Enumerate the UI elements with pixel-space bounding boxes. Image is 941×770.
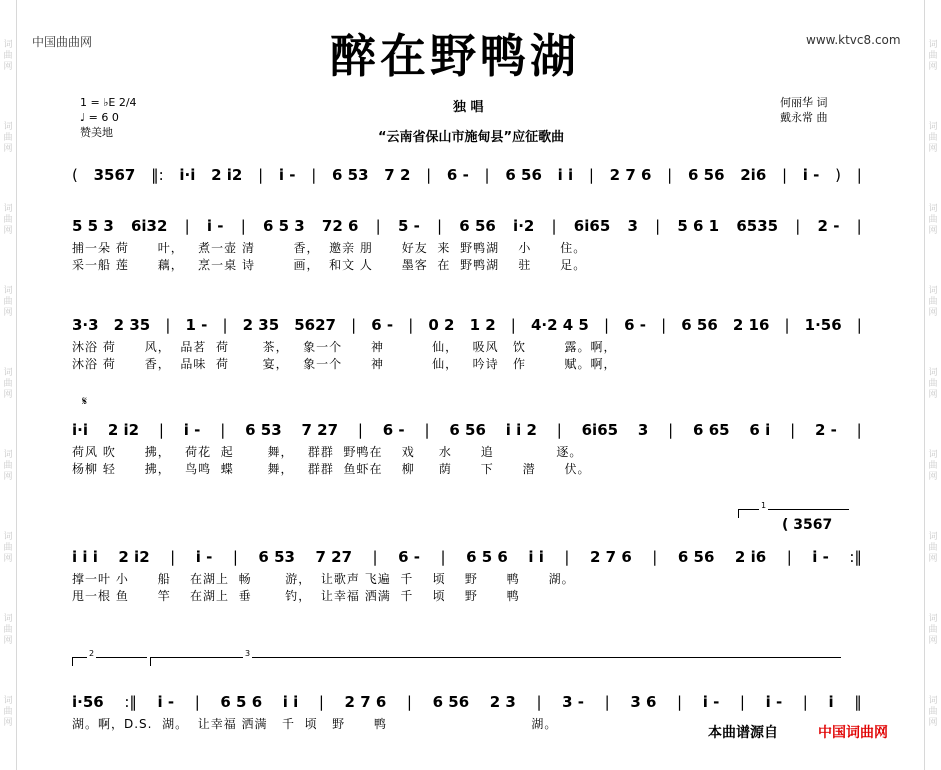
note-group: 6 56 (432, 693, 470, 711)
barline: | (677, 693, 683, 711)
note-group: i·2 (513, 217, 535, 235)
tempo-marking: ♩ = 6 0 (80, 111, 119, 124)
note-group: 6 - (398, 548, 421, 566)
note-group: 6 53 (258, 548, 295, 566)
note-group: 2 i6 (734, 548, 767, 566)
watermark-glyph: 词 (3, 696, 13, 706)
barline: | (424, 421, 430, 439)
lyrics-verse-1: 撑一叶 小 船 在湖上 畅 游， 让歌声 飞遍 千 顷 野 鸭 湖。 (72, 572, 575, 586)
score-row-4 (72, 415, 862, 485)
note-group: i·56 (72, 693, 104, 711)
barline: | (222, 316, 228, 334)
barline: | (667, 166, 673, 184)
note-group: 6i32 (130, 217, 168, 235)
note-group: 3 6 (630, 693, 657, 711)
watermark-glyph: 词 (3, 450, 13, 460)
note-group: 2i6 (740, 166, 767, 184)
composer-credit: 戴永常 曲 (780, 111, 828, 124)
note-group: i i (282, 693, 299, 711)
barline: | (603, 316, 609, 334)
barline: | (856, 421, 862, 439)
note-group: i·i (179, 166, 196, 184)
barline: ( (72, 166, 78, 184)
barline: | (311, 166, 317, 184)
barline: | (351, 316, 357, 334)
note-group: 6i65 (581, 421, 619, 439)
note-group: 1·56 (804, 316, 842, 334)
barline: | (426, 166, 432, 184)
watermark-glyph: 词 (3, 368, 13, 378)
intro-repeat-notes: ( 3567 (782, 517, 833, 533)
note-group: 2 - (817, 217, 840, 235)
barline: | (655, 217, 661, 235)
source-brand-link[interactable]: 中国词曲网 (818, 725, 888, 741)
note-group: i - (765, 693, 783, 711)
watermark-glyph: 词 (3, 40, 13, 50)
barline: | (652, 548, 658, 566)
watermark-glyph: 曲 (3, 133, 13, 143)
barline: ‖ (854, 693, 862, 711)
barline: | (510, 316, 516, 334)
watermark-glyph: 词 (928, 204, 938, 214)
site-name-left: 中国曲曲网 (32, 35, 93, 49)
note-group: 6 56 (505, 166, 542, 184)
note-group: 3·3 (72, 316, 99, 334)
note-group: i - (157, 693, 175, 711)
lyricist-credit: 何丽华 词 (780, 96, 828, 109)
watermark-glyph: 曲 (928, 625, 938, 635)
barline: | (588, 166, 594, 184)
note-group: i - (702, 693, 720, 711)
barline: | (372, 548, 378, 566)
note-group: 2 35 (242, 316, 280, 334)
volta-1-label: 1 (761, 501, 767, 510)
note-group: 6 - (446, 166, 469, 184)
watermark-glyph: 网 (3, 554, 13, 564)
barline: | (668, 421, 674, 439)
note-group: 5627 (294, 316, 336, 334)
barline: | (856, 316, 862, 334)
note-group: i i (557, 166, 574, 184)
note-group: 2 16 (732, 316, 770, 334)
score-row-2 (72, 211, 862, 281)
note-group: i - (206, 217, 224, 235)
barline: | (556, 421, 562, 439)
note-group: 1 - (185, 316, 208, 334)
barline: | (165, 316, 171, 334)
barline: | (856, 217, 862, 235)
notation-line (72, 415, 862, 439)
note-group: 3 (627, 217, 638, 235)
barline: | (856, 166, 862, 184)
watermark-glyph: 网 (928, 62, 938, 72)
watermark-glyph: 网 (3, 144, 13, 154)
note-group: i·i (72, 421, 88, 439)
score-row-1 (72, 160, 862, 190)
note-group: 6 65 (693, 421, 730, 439)
barline: | (784, 316, 790, 334)
lyrics-verse-2: 采一船 莲 藕， 烹一桌 诗 画， 和文 人 墨客 在 野鸭湖 驻 足。 (72, 258, 587, 272)
barline: | (170, 548, 176, 566)
barline: | (258, 166, 264, 184)
watermark-glyph: 网 (3, 636, 13, 646)
note-group: 5 6 1 (677, 217, 720, 235)
watermark-glyph: 网 (3, 472, 13, 482)
note-group: 6 53 (245, 421, 282, 439)
note-group: 2 - (814, 421, 837, 439)
watermark-glyph: 网 (928, 718, 938, 728)
watermark-glyph: 网 (928, 554, 938, 564)
watermark-glyph: 曲 (928, 297, 938, 307)
watermark-glyph: 曲 (3, 379, 13, 389)
site-url-right: www.ktvc8.com (806, 33, 901, 47)
note-group: 2 35 (113, 316, 151, 334)
volta-3-bracket (150, 649, 841, 666)
note-group: 72 6 (321, 217, 359, 235)
watermark-glyph: 曲 (928, 707, 938, 717)
barline: | (375, 217, 381, 235)
note-group: 3 (637, 421, 649, 439)
volta-3-label: 3 (245, 649, 251, 658)
watermark-glyph: 曲 (928, 133, 938, 143)
watermark-glyph: 词 (928, 450, 938, 460)
watermark-glyph: 词 (928, 696, 938, 706)
note-group: 6 56 (681, 316, 718, 334)
barline: :‖ (124, 693, 137, 711)
volta-2-label: 2 (89, 649, 95, 658)
note-group: 2 i2 (107, 421, 140, 439)
note-group: 2 i2 (118, 548, 150, 566)
watermark-glyph: 曲 (3, 297, 13, 307)
barline: | (795, 217, 801, 235)
watermark-glyph: 曲 (928, 51, 938, 61)
watermark-glyph: 词 (3, 204, 13, 214)
watermark-glyph: 词 (3, 532, 13, 542)
barline: | (739, 693, 745, 711)
barline: | (536, 693, 542, 711)
barline: | (604, 693, 610, 711)
notation-line (72, 687, 862, 711)
note-group: i (828, 693, 834, 711)
watermark-glyph: 词 (928, 614, 938, 624)
watermark-glyph: 曲 (3, 707, 13, 717)
note-group: 6 5 3 (262, 217, 305, 235)
barline: | (184, 217, 190, 235)
watermark-glyph: 词 (3, 286, 13, 296)
barline: | (802, 693, 808, 711)
note-group: i - (278, 166, 296, 184)
note-group: 7 27 (301, 421, 339, 439)
notation-line (72, 542, 862, 566)
barline: | (220, 421, 226, 439)
note-group: i - (812, 548, 829, 566)
note-group: 5 5 3 (72, 217, 114, 235)
watermark-glyph: 网 (928, 226, 938, 236)
lyrics-verse-1: 湖。啊，D.S. 湖。 让幸福 洒满 千 顷 野 鸭 湖。 (72, 717, 558, 731)
note-group: 3 - (562, 693, 585, 711)
source-prefix: 本曲谱源自 (708, 725, 778, 741)
watermark-glyph: 曲 (928, 215, 938, 225)
expression-marking: 赞美地 (80, 126, 113, 139)
watermark-glyph: 曲 (928, 461, 938, 471)
notation-line (72, 310, 862, 334)
barline: | (551, 217, 557, 235)
note-group: i i (528, 548, 544, 566)
lyrics-verse-1: 捕一朵 荷 叶， 煮一壶 清 香， 邀亲 朋 好友 来 野鸭湖 小 住。 (72, 241, 587, 255)
barline: | (790, 421, 796, 439)
note-group: i - (195, 548, 213, 566)
note-group: 6 i (749, 421, 771, 439)
watermark-glyph: 网 (3, 718, 13, 728)
score-row-5 (72, 542, 862, 612)
note-group: 7 2 (384, 166, 411, 184)
note-group: 6 - (371, 316, 394, 334)
watermark-glyph: 网 (3, 226, 13, 236)
watermark-glyph: 曲 (3, 543, 13, 553)
watermark-glyph: 曲 (3, 625, 13, 635)
barline: ‖: (151, 166, 164, 184)
note-group: 6i65 (573, 217, 611, 235)
note-group: i i 2 (505, 421, 537, 439)
watermark-glyph: 网 (928, 308, 938, 318)
note-group: 1 2 (469, 316, 496, 334)
note-group: i i i (72, 548, 98, 566)
note-group: 6 56 (677, 548, 715, 566)
key-signature: 1 = ♭E 2/4 (80, 96, 137, 109)
watermark-glyph: 曲 (3, 461, 13, 471)
lyrics-verse-1: 沐浴 荷 风， 品茗 荷 茶， 象一个 神 仙， 吸风 饮 露。啊， (72, 340, 617, 354)
note-group: 6 5 6 (220, 693, 263, 711)
note-group: 2 7 6 (590, 548, 632, 566)
barline: | (232, 548, 238, 566)
watermark-glyph: 词 (928, 532, 938, 542)
watermark-glyph: 网 (3, 62, 13, 72)
barline: | (484, 166, 490, 184)
watermark-glyph: 词 (928, 286, 938, 296)
note-group: 4·2 4 5 (530, 316, 589, 334)
barline: | (357, 421, 363, 439)
lyrics-verse-2: 杨柳 轻 拂， 鸟鸣 蝶 舞， 群群 鱼虾在 柳 荫 下 潜 伏。 (72, 462, 591, 476)
note-group: 3567 (93, 166, 136, 184)
watermark-glyph: 曲 (3, 215, 13, 225)
note-group: 5 - (397, 217, 420, 235)
watermark-glyph: 网 (928, 472, 938, 482)
note-group: 0 2 (428, 316, 455, 334)
barline: ) (835, 166, 841, 184)
watermark-glyph: 网 (928, 390, 938, 400)
note-group: 6535 (736, 217, 779, 235)
watermark-glyph: 网 (3, 308, 13, 318)
watermark-glyph: 词 (928, 122, 938, 132)
watermark-glyph: 网 (928, 636, 938, 646)
watermark-glyph: 曲 (928, 379, 938, 389)
note-group: 2 7 6 (609, 166, 652, 184)
watermark-glyph: 曲 (3, 51, 13, 61)
barline: | (240, 217, 246, 235)
note-group: 6 56 (687, 166, 725, 184)
note-group: i - (183, 421, 201, 439)
barline: | (406, 693, 412, 711)
barline: | (782, 166, 788, 184)
note-group: 6 - (382, 421, 405, 439)
note-group: 6 - (624, 316, 646, 334)
notation-line (72, 160, 862, 184)
note-group: 6 5 6 (466, 548, 508, 566)
note-group: 2 i2 (211, 166, 243, 184)
watermark-glyph: 词 (928, 368, 938, 378)
note-group: 7 27 (315, 548, 353, 566)
volta-2-bracket (72, 649, 147, 666)
watermark-glyph: 词 (3, 614, 13, 624)
barline: | (786, 548, 792, 566)
lyrics-verse-2: 甩一根 鱼 竿 在湖上 垂 钓， 让幸福 洒满 千 顷 野 鸭 (72, 589, 520, 603)
barline: | (437, 217, 443, 235)
score-row-3 (72, 310, 862, 380)
song-subtitle: “云南省保山市施甸县”应征歌曲 (378, 130, 565, 145)
barline: | (661, 316, 667, 334)
barline: | (408, 316, 414, 334)
notation-line (72, 211, 862, 235)
lyrics-verse-1: 荷风 吹 拂， 荷花 起 舞， 群群 野鸭在 戏 水 追 逐。 (72, 445, 583, 459)
song-title: 醉在野鸭湖 (330, 29, 580, 83)
watermark-glyph: 词 (928, 40, 938, 50)
watermark-glyph: 词 (3, 122, 13, 132)
barline: :‖ (849, 548, 862, 566)
note-group: 2 3 (489, 693, 516, 711)
note-group: 2 7 6 (344, 693, 387, 711)
barline: | (158, 421, 164, 439)
barline: | (194, 693, 200, 711)
lyrics-verse-2: 沐浴 荷 香， 品味 荷 宴， 象一个 神 仙， 吟诗 作 赋。啊， (72, 357, 617, 371)
barline: | (564, 548, 570, 566)
note-group: 6 53 (332, 166, 369, 184)
segno-sign: 𝄋 (82, 394, 88, 408)
watermark-glyph: 曲 (928, 543, 938, 553)
note-group: i - (802, 166, 820, 184)
performance-type: 独 唱 (453, 100, 484, 115)
watermark-glyph: 网 (3, 390, 13, 400)
note-group: 6 56 (449, 421, 486, 439)
watermark-glyph: 网 (928, 144, 938, 154)
note-group: 6 56 (459, 217, 496, 235)
barline: | (318, 693, 324, 711)
barline: | (440, 548, 446, 566)
